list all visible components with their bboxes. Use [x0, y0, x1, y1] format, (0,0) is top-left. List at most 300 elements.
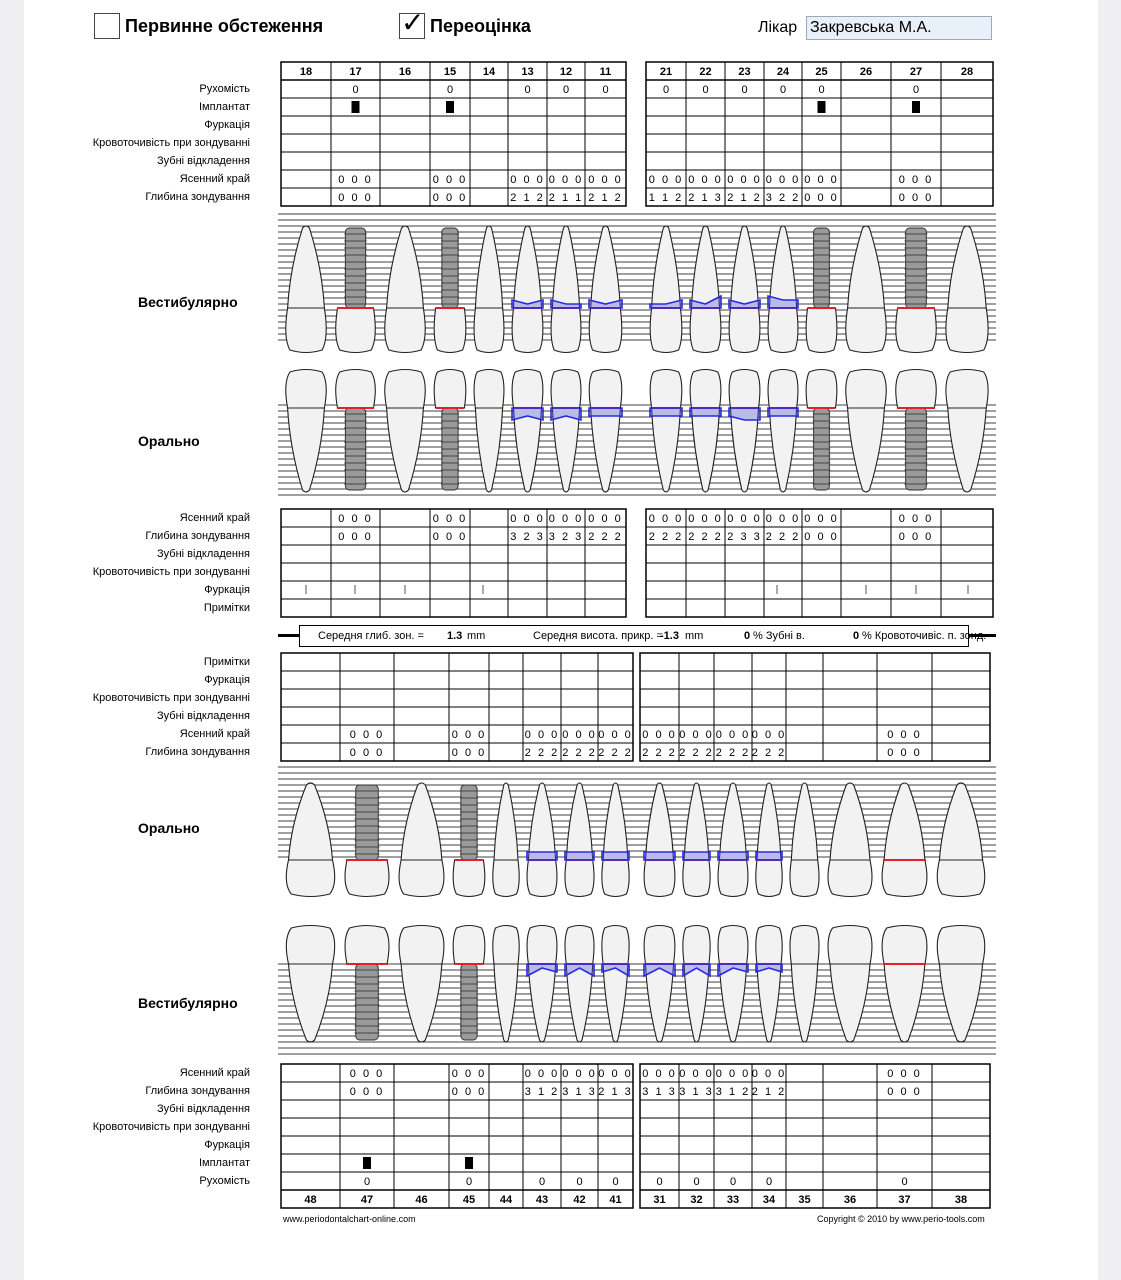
- lower-lingual-tooth: [453, 785, 485, 897]
- tooth-crown: [896, 308, 936, 353]
- gingival-margin-value: 0 0 0: [432, 174, 468, 186]
- tooth-crown: [768, 370, 798, 409]
- tooth-crown: [399, 860, 444, 897]
- row-label: Зубні відкладення: [157, 155, 250, 167]
- tooth-crown: [286, 308, 326, 353]
- lower-buccal-tooth: [683, 926, 710, 1043]
- tooth-root: [528, 783, 555, 860]
- probing-depth-value: 3 2 2: [765, 192, 801, 204]
- mean-pd-value: 1.3: [447, 630, 463, 642]
- lower-lingual-tooth: [602, 783, 629, 897]
- lower-buccal-tooth: [718, 926, 748, 1043]
- tooth-crown: [729, 370, 760, 409]
- tooth-crown: [650, 308, 682, 353]
- gingival-margin-value: 0 0 0: [727, 174, 762, 186]
- upper-palatal-tooth: [336, 370, 376, 491]
- tooth-crown: [650, 370, 682, 409]
- gingival-margin-value: 0 0 0: [887, 729, 922, 741]
- probing-depth-value: 0 0 0: [898, 531, 934, 543]
- lower-buccal-tooth: [527, 926, 557, 1043]
- tooth-crown: [937, 926, 985, 965]
- doctor-label: Лікар: [758, 19, 798, 36]
- gingival-margin-value: 0 0 0: [679, 1068, 714, 1080]
- pocket-depth-area: [527, 852, 557, 860]
- tooth-crown: [828, 926, 872, 965]
- tooth-number: 44: [499, 1194, 513, 1206]
- upper-palatal-tooth: [434, 370, 466, 491]
- implant-icon: [818, 101, 826, 113]
- tooth-crown: [565, 860, 594, 897]
- probing-depth-value: 0 0 0: [887, 1086, 922, 1098]
- tooth-crown: [729, 308, 760, 353]
- check-icon: ✓: [401, 7, 425, 38]
- tooth-crown: [602, 926, 629, 965]
- tooth-crown: [453, 926, 485, 965]
- tooth-number: 22: [699, 66, 712, 78]
- tooth-root: [848, 408, 885, 492]
- footer-website: www.periodontalchart-online.com: [283, 1214, 416, 1224]
- tooth-root: [948, 408, 986, 492]
- tooth-number: 48: [304, 1194, 317, 1206]
- upper-buccal-tooth: [551, 226, 581, 353]
- tooth-crown: [493, 860, 519, 897]
- probing-depth-value: 3 1 2: [715, 1086, 751, 1098]
- upper-palatal-guides: [278, 405, 996, 495]
- probing-depth-value: 0 0 0: [432, 192, 468, 204]
- chart-sheet: [24, 0, 1098, 1280]
- probing-depth-value: 2 1 2: [751, 1086, 787, 1098]
- tooth-crown: [434, 370, 466, 409]
- gingival-margin-value: 0 0 0: [338, 513, 373, 525]
- tooth-crown: [286, 860, 334, 897]
- tooth-number: 17: [349, 66, 362, 78]
- tooth-crown: [345, 860, 389, 897]
- tooth-root: [475, 408, 502, 492]
- lower-buccal-tooth: [882, 926, 927, 1043]
- tooth-number: 14: [482, 66, 496, 78]
- probing-depth-value: 0 0 0: [451, 747, 487, 759]
- row-label: Глибина зондування: [145, 191, 250, 203]
- lower-buccal-tooth: [756, 926, 782, 1043]
- row-label: Примітки: [203, 602, 250, 614]
- upper-buccal-tooth: [768, 226, 798, 353]
- implant-icon: [446, 101, 454, 113]
- tooth-number: 35: [798, 1194, 811, 1206]
- tooth-root: [289, 783, 333, 860]
- mobility-value: 0: [901, 1176, 908, 1188]
- mobility-value: 0: [656, 1176, 663, 1188]
- probing-depth-value: 2 2 2: [588, 531, 623, 543]
- gingival-margin-value: 0 0 0: [588, 513, 623, 525]
- section-title-upper-palatal: Орально: [138, 433, 200, 449]
- tooth-number: 21: [659, 66, 673, 78]
- probing-depth-value: 0 0 0: [338, 192, 373, 204]
- gingival-margin-value: 0 0 0: [562, 729, 597, 741]
- pocket-depth-area: [756, 852, 782, 860]
- mean-cal-value: -1.3: [660, 630, 679, 642]
- upper-palatal-tooth: [729, 370, 760, 493]
- probing-depth-value: 0 0 0: [451, 1086, 487, 1098]
- lower-buccal-tooth: [937, 926, 985, 1043]
- lower-buccal-tooth: [565, 926, 594, 1043]
- lower-lingual-tooth: [683, 783, 710, 897]
- tooth-crown: [756, 926, 782, 965]
- implant-screw: [461, 964, 477, 1040]
- lower-lingual-tooth: [286, 783, 334, 897]
- gingival-margin-value: 0 0 0: [349, 729, 385, 741]
- pocket-depth-area: [768, 408, 798, 416]
- probing-depth-value: 0 0 0: [349, 747, 385, 759]
- gingival-margin-value: 0 0 0: [510, 513, 545, 525]
- tooth-root: [757, 783, 781, 860]
- mobility-value: 0: [693, 1176, 700, 1188]
- tooth-number: 28: [960, 66, 974, 78]
- pocket-depth-area: [718, 852, 748, 860]
- mobility-value: 0: [602, 84, 609, 96]
- gingival-margin-value: 0 0 0: [804, 174, 839, 186]
- pocket-depth-area: [565, 852, 594, 860]
- tooth-crown: [512, 308, 543, 353]
- tooth-number: 47: [360, 1194, 374, 1206]
- tooth-number: 38: [954, 1194, 968, 1206]
- tooth-number: 43: [535, 1194, 549, 1206]
- implant-screw: [442, 228, 458, 308]
- mobility-value: 0: [741, 84, 748, 96]
- upper-buccal-tooth: [336, 228, 376, 353]
- lower-lingual-tooth: [828, 783, 872, 897]
- upper-palatal-tooth: [806, 370, 837, 491]
- upper-buccal-tooth: [385, 226, 425, 353]
- pocket-depth-area: [650, 408, 682, 416]
- row-label: Фуркація: [204, 584, 250, 596]
- probing-depth-value: 2 1 3: [688, 192, 723, 204]
- tooth-crown: [946, 370, 988, 409]
- gingival-margin-value: 0 0 0: [765, 174, 801, 186]
- row-label: Зубні відкладення: [157, 710, 250, 722]
- row-label: Ясенний край: [179, 1067, 250, 1079]
- tooth-crown: [551, 308, 581, 353]
- tooth-crown: [790, 926, 819, 965]
- tooth-root: [769, 408, 796, 492]
- probing-depth-value: 2 2 2: [598, 747, 633, 759]
- tooth-number: 26: [859, 66, 873, 78]
- reassessment-label: Переоцінка: [430, 16, 531, 36]
- section-title-lower-lingual: Орально: [138, 820, 200, 836]
- tooth-crown: [790, 860, 819, 897]
- lower-lingual-tooth: [644, 783, 675, 897]
- row-label: Кровоточивість при зондуванні: [92, 137, 250, 149]
- tooth-crown: [527, 926, 557, 965]
- row-label: Фуркація: [204, 119, 250, 131]
- plaque-label: % Зубні в.: [753, 630, 805, 642]
- gingival-margin-value: 0 0 0: [648, 513, 684, 525]
- primary-exam-label: Первинне обстеження: [125, 16, 324, 36]
- tooth-number: 12: [559, 66, 573, 78]
- mobility-value: 0: [538, 1176, 546, 1188]
- row-label: Зубні відкладення: [157, 1103, 250, 1115]
- upper-palatal-tooth: [946, 370, 988, 493]
- summary-bar-left-rule: [278, 634, 300, 637]
- probing-depth-value: 0 0 0: [898, 192, 934, 204]
- pocket-depth-area: [644, 852, 675, 860]
- probing-depth-value: 2 2 2: [642, 747, 677, 759]
- tooth-number: 41: [609, 1194, 622, 1206]
- gingival-margin-value: 0 0 0: [715, 729, 751, 741]
- probing-depth-value: 3 2 3: [510, 531, 545, 543]
- gingival-margin-value: 0 0 0: [510, 174, 545, 186]
- tooth-number: 36: [843, 1194, 857, 1206]
- mobility-value: 0: [612, 1176, 619, 1188]
- lower-lingual-tooth: [882, 783, 927, 897]
- doctor-name-field[interactable]: Закревська М.А.: [806, 16, 992, 40]
- tooth-number: 31: [653, 1194, 666, 1206]
- tooth-crown: [493, 926, 519, 965]
- lower-buccal-tooth: [644, 926, 675, 1043]
- mean-cal-unit: mm: [685, 630, 704, 642]
- mean-pd-unit: mm: [467, 630, 486, 642]
- gingival-margin-value: 0 0 0: [898, 174, 934, 186]
- tooth-crown: [718, 926, 748, 965]
- tooth-crown: [882, 860, 927, 897]
- gingival-margin-value: 0 0 0: [562, 1068, 597, 1080]
- row-label: Глибина зондування: [145, 1085, 250, 1097]
- lower-buccal-tooth: [286, 926, 334, 1043]
- gingival-margin-value: 0 0 0: [751, 1068, 787, 1080]
- upper-buccal-tooth: [512, 226, 543, 353]
- tooth-crown: [946, 308, 988, 353]
- upper-buccal-tooth: [846, 226, 886, 353]
- tooth-root: [884, 783, 925, 860]
- upper-palatal-tooth: [474, 370, 504, 493]
- mobility-value: 0: [702, 84, 709, 96]
- tooth-root: [401, 783, 442, 860]
- row-label: Кровоточивість при зондуванні: [92, 692, 250, 704]
- tooth-crown: [345, 926, 389, 965]
- tooth-number: 15: [443, 66, 457, 78]
- probing-depth-value: 0 0 0: [338, 531, 373, 543]
- lower-lingual-tooth: [565, 783, 594, 897]
- gingival-margin-value: 0 0 0: [765, 513, 801, 525]
- mobility-value: 0: [765, 1176, 773, 1188]
- probing-depth-value: 0 0 0: [887, 747, 922, 759]
- probing-depth-value: 2 2 2: [688, 531, 723, 543]
- tooth-root: [791, 783, 817, 860]
- upper-palatal-tooth: [768, 370, 798, 493]
- implant-screw: [906, 228, 927, 308]
- upper-palatal-tooth: [589, 370, 622, 493]
- lower-lingual-tooth: [399, 783, 444, 897]
- tooth-crown: [896, 370, 936, 409]
- implant-icon: [912, 101, 920, 113]
- probing-depth-value: 2 1 3: [598, 1086, 633, 1098]
- lower-lingual-tooth: [718, 783, 748, 897]
- tooth-crown: [602, 860, 629, 897]
- tooth-crown: [937, 860, 985, 897]
- probing-depth-value: 3 1 2: [524, 1086, 560, 1098]
- probing-depth-value: 2 1 2: [510, 192, 545, 204]
- tooth-root: [692, 408, 720, 492]
- upper-buccal-tooth: [589, 226, 622, 353]
- mobility-value: 0: [818, 84, 825, 96]
- tooth-crown: [589, 308, 622, 353]
- lower-buccal-table: [281, 1064, 990, 1208]
- tooth-root: [830, 783, 870, 860]
- tooth-crown: [683, 860, 710, 897]
- tooth-number: 33: [726, 1194, 740, 1206]
- lower-lingual-tooth: [527, 783, 557, 897]
- implant-screw: [814, 228, 830, 308]
- tooth-number: 18: [299, 66, 313, 78]
- upper-buccal-tooth: [946, 226, 988, 353]
- gingival-margin-value: 0 0 0: [432, 513, 468, 525]
- tooth-root: [646, 783, 674, 860]
- mobility-value: 0: [524, 84, 531, 96]
- tooth-number: 46: [415, 1194, 428, 1206]
- tooth-number: 27: [909, 66, 923, 78]
- row-label: Кровоточивість при зондуванні: [92, 566, 250, 578]
- tooth-crown: [453, 860, 485, 897]
- tooth-crown: [565, 926, 594, 965]
- tooth-crown: [718, 860, 748, 897]
- implant-icon: [465, 1157, 473, 1169]
- tooth-root: [939, 783, 982, 860]
- mobility-value: 0: [562, 84, 570, 96]
- upper-palatal-tooth: [690, 370, 721, 493]
- tooth-root: [719, 783, 746, 860]
- bop-label: % Кровоточивіс. п. зонд.: [862, 630, 987, 642]
- lower-lingual-tooth: [493, 783, 519, 897]
- mobility-value: 0: [465, 1176, 473, 1188]
- probing-depth-value: 2 2 2: [524, 747, 560, 759]
- pocket-depth-area: [602, 852, 629, 860]
- tooth-crown: [846, 308, 886, 353]
- lower-lingual-table: [281, 653, 990, 761]
- lower-buccal-tooth: [790, 926, 819, 1043]
- tooth-root: [387, 408, 424, 492]
- tooth-crown: [690, 308, 721, 353]
- tooth-root: [591, 408, 621, 492]
- gingival-margin-value: 0 0 0: [548, 513, 584, 525]
- gingival-margin-value: 0 0 0: [642, 1068, 677, 1080]
- upper-palatal-tooth: [286, 370, 326, 493]
- implant-screw: [356, 785, 379, 860]
- tooth-crown: [828, 860, 872, 897]
- lower-lingual-tooth: [345, 785, 389, 897]
- tooth-number: 32: [690, 1194, 703, 1206]
- tooth-number: 23: [738, 66, 751, 78]
- tooth-crown: [512, 370, 543, 409]
- tooth-root: [494, 783, 518, 860]
- gingival-margin-value: 0 0 0: [727, 513, 762, 525]
- lower-buccal-tooth: [399, 926, 444, 1043]
- probing-depth-value: 2 2 2: [562, 747, 597, 759]
- gingival-margin-value: 0 0 0: [349, 1068, 385, 1080]
- row-label: Глибина зондування: [145, 746, 250, 758]
- tooth-number: 42: [573, 1194, 586, 1206]
- mean-cal-label: Середня висота. прикр. =: [533, 630, 663, 642]
- tooth-number: 25: [815, 66, 828, 78]
- section-title-upper-buccal: Вестибулярно: [138, 294, 238, 310]
- implant-screw: [461, 785, 477, 860]
- plaque-value: 0: [744, 630, 751, 642]
- gingival-margin-value: 0 0 0: [688, 174, 723, 186]
- gingival-margin-value: 0 0 0: [338, 174, 373, 186]
- mobility-value: 0: [446, 84, 454, 96]
- mobility-value: 0: [779, 84, 787, 96]
- lower-buccal-tooth: [828, 926, 872, 1043]
- tooth-crown: [683, 926, 710, 965]
- pocket-depth-area: [683, 852, 710, 860]
- implant-icon: [352, 101, 360, 113]
- implant-screw: [356, 964, 379, 1040]
- tooth-crown: [644, 860, 675, 897]
- upper-palatal-tooth: [512, 370, 543, 493]
- probing-depth-value: 2 2 2: [765, 531, 801, 543]
- bop-value: 0: [853, 630, 860, 642]
- tooth-root: [566, 783, 592, 860]
- gingival-margin-value: 0 0 0: [751, 729, 787, 741]
- gingival-margin-value: 0 0 0: [688, 513, 723, 525]
- gingival-margin-value: 0 0 0: [598, 729, 633, 741]
- gingival-margin-value: 0 0 0: [887, 1068, 922, 1080]
- lower-buccal-tooth: [493, 926, 519, 1043]
- probing-depth-value: 2 2 2: [679, 747, 714, 759]
- probing-depth-value: 1 1 2: [648, 192, 684, 204]
- tooth-number: 13: [521, 66, 534, 78]
- row-label: Імплантат: [198, 101, 250, 113]
- row-label: Рухомість: [199, 1175, 250, 1187]
- lower-lingual-tooth: [937, 783, 985, 897]
- mobility-value: 0: [729, 1176, 737, 1188]
- probing-depth-value: 2 1 2: [588, 192, 623, 204]
- tooth-crown: [474, 370, 504, 409]
- probing-depth-value: 2 2 2: [715, 747, 751, 759]
- gingival-margin-value: 0 0 0: [451, 1068, 487, 1080]
- row-label: Імплантат: [198, 1157, 250, 1169]
- tooth-crown: [286, 370, 326, 409]
- probing-depth-value: 0 0 0: [432, 531, 468, 543]
- tooth-crown: [527, 860, 557, 897]
- tooth-number: 16: [398, 66, 412, 78]
- gingival-margin-value: 0 0 0: [524, 1068, 560, 1080]
- mobility-value: 0: [912, 84, 920, 96]
- tooth-crown: [385, 308, 425, 353]
- mobility-value: 0: [662, 84, 670, 96]
- tooth-crown: [768, 308, 798, 353]
- row-label: Ясенний край: [179, 728, 250, 740]
- mobility-value: 0: [352, 84, 359, 96]
- probing-depth-value: 2 3 3: [727, 531, 762, 543]
- tooth-root: [514, 408, 542, 492]
- upper-palatal-tooth: [896, 370, 936, 491]
- upper-palatal-table: [281, 509, 993, 617]
- row-label: Ясенний край: [179, 512, 250, 524]
- tooth-crown: [434, 308, 466, 353]
- tooth-root: [552, 408, 579, 492]
- probing-depth-value: 3 1 3: [562, 1086, 597, 1098]
- probing-depth-value: 0 0 0: [804, 531, 839, 543]
- tooth-number: 24: [776, 66, 790, 78]
- lower-buccal-tooth: [453, 926, 485, 1041]
- tooth-crown: [644, 926, 675, 965]
- tooth-number: 11: [599, 66, 612, 78]
- probing-depth-value: 2 2 2: [648, 531, 684, 543]
- tooth-crown: [589, 370, 622, 409]
- implant-icon: [363, 1157, 371, 1169]
- summary-bar: [299, 625, 987, 647]
- mobility-value: 0: [363, 1176, 371, 1188]
- lower-buccal-tooth: [602, 926, 629, 1043]
